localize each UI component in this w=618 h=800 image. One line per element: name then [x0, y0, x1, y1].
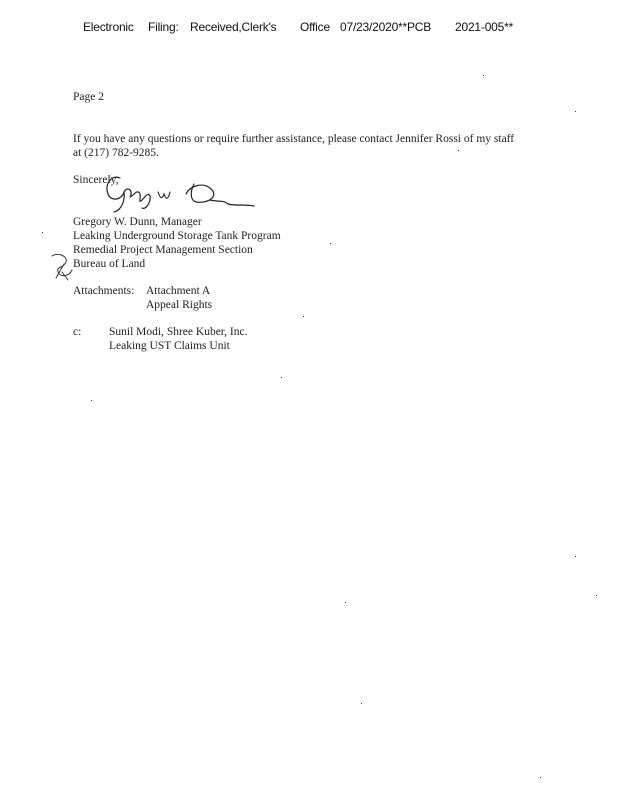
stamp-word-electronic: Electronic: [83, 20, 134, 34]
stamp-word-filing: Filing:: [148, 20, 179, 34]
scan-speck: [540, 777, 541, 778]
signer-section: Remedial Project Management Section: [73, 244, 253, 256]
scan-speck: [345, 602, 346, 603]
attachment-appeal-rights: Appeal Rights: [146, 299, 213, 311]
attachment-a: Attachment A: [146, 285, 211, 297]
scan-speck: [596, 595, 597, 596]
scan-speck: [575, 111, 576, 112]
scan-speck: [281, 377, 282, 378]
scan-speck: [91, 400, 92, 401]
stamp-date-code: 07/23/2020**PCB: [340, 20, 432, 34]
body-paragraph-line-1: If you have any questions or require further assistance, please contact Jennifer Rossi of my staff: [73, 133, 515, 145]
body-paragraph-line-2: at (217) 782-9285.: [73, 147, 159, 159]
scan-speck: [42, 232, 43, 233]
stamp-word-received: Received,Clerk's: [190, 20, 277, 34]
stamp-docket-number: 2021-005**: [455, 20, 514, 34]
page-label: Page 2: [73, 91, 104, 103]
scan-speck: [330, 243, 331, 244]
cc-label: c:: [73, 326, 82, 338]
scan-speck: [458, 150, 459, 151]
scan-speck: [575, 556, 576, 557]
signer-name: Gregory W. Dunn, Manager: [73, 216, 202, 228]
cc-recipient-1: Sunil Modi, Shree Kuber, Inc.: [109, 326, 248, 338]
initials-mark: [48, 250, 82, 284]
attachments-label: Attachments:: [73, 285, 135, 297]
signer-program: Leaking Underground Storage Tank Program: [73, 230, 281, 242]
scan-speck: [361, 703, 362, 704]
handwritten-signature: [98, 170, 258, 218]
scan-speck: [303, 316, 304, 317]
scan-speck: [483, 75, 484, 76]
closing-salutation: Sincerely,: [73, 174, 119, 186]
signer-bureau: Bureau of Land: [73, 258, 146, 270]
stamp-word-office: Office: [300, 20, 330, 34]
cc-recipient-2: Leaking UST Claims Unit: [109, 340, 230, 352]
